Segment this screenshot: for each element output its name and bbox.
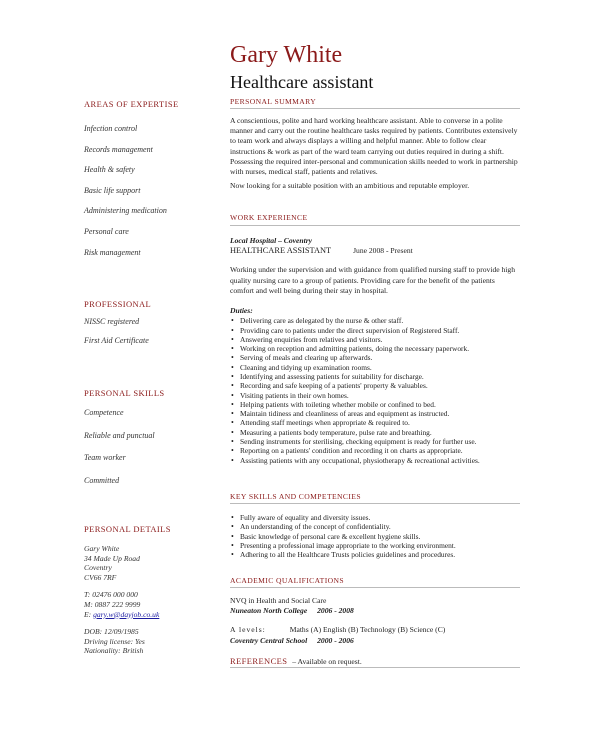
bullet-item: • Serving of meals and clearing up afterwards. — [230, 353, 520, 362]
alevels-grades: Maths (A) English (B) Technology (B) Science (C) — [289, 625, 446, 635]
area-item: Basic life support — [84, 185, 141, 195]
bullet-item: • Maintain tidiness and cleanliness of areas and equipment as instructed. — [230, 409, 520, 418]
area-item: Risk management — [84, 247, 141, 257]
bullet-item: • Sending instruments for sterilising, checking equipment is ready for further use. — [230, 437, 520, 446]
areas-list — [84, 123, 214, 267]
college-2: Coventry Central School — [230, 635, 308, 645]
details-telephone: T: 02476 000 000 — [84, 590, 138, 600]
details-license: Driving license: Yes — [84, 636, 145, 646]
details-postcode: CV66 7RF — [84, 572, 117, 582]
college-1-years: 2006 - 2008 — [317, 606, 354, 616]
bullet-item: • Working on reception and admitting patients, doing the necessary paperwork. — [230, 344, 520, 353]
key-skills-divider — [230, 503, 520, 504]
position-dates: June 2008 - Present — [353, 246, 413, 256]
college-1: Nuneaton North College — [230, 606, 308, 616]
bullet-item: • An understanding of the concept of confidentiality. — [230, 522, 520, 531]
details-spacer — [84, 619, 159, 627]
bullet-item: • Basic knowledge of personal care & excellent hygiene skills. — [230, 532, 520, 541]
experience-heading: WORK EXPERIENCE — [230, 213, 308, 222]
details-spacer — [84, 582, 159, 590]
details-name: Gary White — [84, 544, 120, 553]
areas-heading: AREAS OF EXPERTISE — [84, 99, 179, 109]
experience-divider — [230, 225, 520, 226]
professional-heading: PROFESSIONAL — [84, 299, 152, 309]
bullet-item: • Helping patients with toileting whether mobile or confined to bed. — [230, 400, 520, 409]
key-skills-heading: KEY SKILLS AND COMPETENCIES — [230, 492, 361, 501]
details-email-row — [84, 610, 159, 620]
skill-item: Committed — [84, 475, 120, 485]
bullet-item: • Answering enquiries from relatives and visitors. — [230, 335, 520, 344]
experience-section — [230, 236, 520, 465]
position-row — [230, 246, 520, 256]
academic-divider — [230, 587, 520, 588]
email-prefix: E: — [84, 609, 92, 619]
skill-item: Team worker — [84, 453, 126, 463]
professional-item: NISSC registered — [84, 317, 140, 326]
bullet-item: • Presenting a professional image appropriate to the working environment. — [230, 541, 520, 550]
bullet-item: • Reporting on a patients' condition and recording it on charts as appropriate. — [230, 446, 520, 455]
summary-heading: PERSONAL SUMMARY — [230, 97, 317, 106]
email-link[interactable]: gary.w@dayjob.co.uk — [93, 609, 160, 619]
references-divider — [230, 667, 520, 668]
academic-section — [230, 596, 520, 646]
alevels-label: A levels: — [230, 625, 266, 635]
bullet-item: • Delivering care as delegated by the nurse & other staff. — [230, 316, 520, 325]
position-title: HEALTHCARE ASSISTANT — [230, 246, 332, 256]
academic-heading: ACADEMIC QUALIFICATIONS — [230, 576, 345, 585]
skill-item: Competence — [84, 408, 124, 417]
summary-divider — [230, 108, 520, 109]
duties-list — [230, 316, 520, 465]
details-heading: PERSONAL DETAILS — [84, 524, 171, 534]
details-dob: DOB: 12/09/1985 — [84, 627, 139, 637]
details-mobile: M: 0887 222 9999 — [84, 599, 141, 609]
personal-details — [84, 544, 159, 656]
key-skills-list — [230, 513, 520, 559]
college-row-1 — [230, 606, 520, 616]
professional-item: First Aid Certificate — [84, 336, 149, 345]
bullet-item: • Recording and safe keeping of a patients' property & valuables. — [230, 381, 520, 390]
bullet-item: • Visiting patients in their own homes. — [230, 391, 520, 400]
area-item: Infection control — [84, 124, 138, 133]
skill-item: Reliable and punctual — [84, 430, 155, 440]
bullet-item: • Attending staff meetings when appropriate & required to. — [230, 418, 520, 427]
summary-section — [230, 116, 520, 191]
details-address1: 34 Made Up Road — [84, 553, 140, 563]
professional-list — [84, 316, 214, 354]
bullet-item: • Identifying and assessing patients for suitability for discharge. — [230, 372, 520, 381]
college-row-2 — [230, 636, 520, 646]
duties-label: Duties: — [230, 306, 253, 316]
nvq-qualification: NVQ in Health and Social Care — [230, 596, 327, 605]
college-2-years: 2000 - 2006 — [317, 635, 354, 645]
candidate-name: Gary White — [230, 42, 343, 68]
bullet-item: • Fully aware of equality and diversity issues. — [230, 513, 520, 522]
employer-name: Local Hospital – Coventry — [230, 236, 313, 245]
summary-paragraph: A conscientious, polite and hard working healthcare assistant. Able to converse in a polite manner and carry out the routine healthcare tasks required by patients. Contributes extensively to team work and always displays a willing and helpful manner. Able to follow clear instructions & work as part of the ward team carrying out duties required in during a shift. Possessing the required inter-personal and communication skills needed to work in partnership with nurses, medical staff, patients and relatives. — [230, 116, 518, 177]
summary-paragraph-2: Now looking for a suitable position with an ambitious and reputable employer. — [230, 181, 470, 191]
bullet-item: • Measuring a patients body temperature, pulse rate and breathing. — [230, 428, 520, 437]
details-address2: Coventry — [84, 563, 112, 573]
bullet-item: • Providing care to patients under the direct supervision of Registered Staff. — [230, 326, 520, 335]
references-row — [230, 656, 520, 667]
area-item: Records management — [84, 144, 153, 154]
bullet-item: • Cleaning and tidying up examination rooms. — [230, 363, 520, 372]
area-item: Administering medication — [84, 206, 167, 216]
area-item: Personal care — [84, 226, 129, 236]
references-heading: REFERENCES — [230, 656, 288, 666]
key-skills-section — [230, 513, 520, 559]
bullet-item: • Adhering to all the Healthcare Trusts policies guidelines and procedures. — [230, 550, 520, 559]
references-text: – Available on request. — [292, 657, 362, 666]
details-nationality: Nationality: British — [84, 646, 144, 656]
bullet-item: • Assisting patients with any occupational, physiotherapy & recreational activities. — [230, 456, 520, 465]
area-item: Health & safety — [84, 165, 135, 175]
alevels-row — [230, 625, 520, 635]
experience-description: Working under the supervision and with guidance from qualified nursing staff to provide high quality nursing care to a group of patients. Providing care for the benefit of the patients comfort and well being during their stay in hospital. — [230, 265, 516, 295]
skills-heading: PERSONAL SKILLS — [84, 388, 165, 398]
candidate-title: Healthcare assistant — [230, 72, 374, 92]
skills-list — [84, 407, 214, 497]
